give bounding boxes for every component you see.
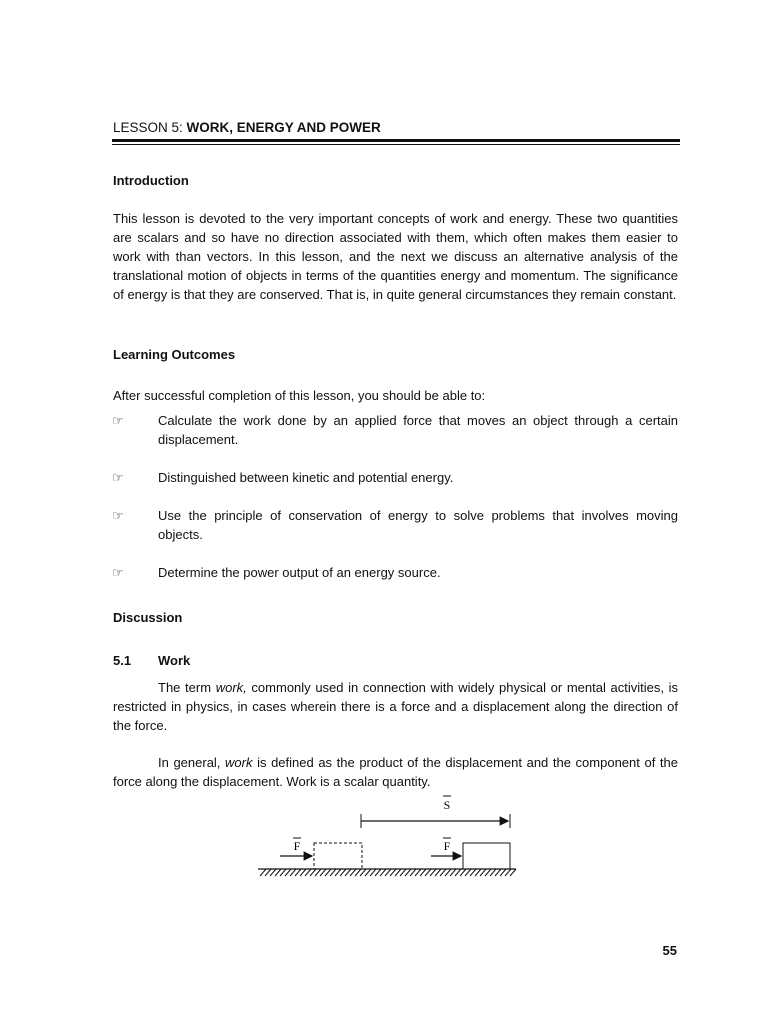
hatch-mark	[440, 869, 446, 876]
hatch-mark	[455, 869, 461, 876]
discussion-heading: Discussion	[113, 610, 183, 625]
hatch-mark	[435, 869, 441, 876]
para1-rest: commonly used in connection with widely physical or mental activities, is restricted in physics, in cases wherein there is a force and a displacement along the direction of the force.	[113, 680, 679, 733]
hatch-mark	[340, 869, 346, 876]
page-number: 55	[662, 943, 677, 958]
pointing-hand-icon: ☞	[112, 470, 124, 485]
outcome-item-3: Use the principle of conservation of energy to solve problems that involves moving objects.	[158, 508, 678, 542]
force-label-left: F	[293, 839, 301, 853]
hatch-mark	[390, 869, 396, 876]
outcomes-heading: Learning Outcomes	[113, 347, 236, 362]
hatch-mark	[345, 869, 351, 876]
hatch-mark	[460, 869, 466, 876]
hatch-mark	[465, 869, 471, 876]
para1-emphasis: work,	[215, 680, 247, 695]
hatch-mark	[430, 869, 436, 876]
hatch-mark	[320, 869, 326, 876]
lesson-prefix: LESSON 5:	[113, 120, 187, 135]
section-title: Work	[158, 653, 191, 668]
para2-start: In general,	[158, 755, 226, 770]
hatch-mark	[375, 869, 381, 876]
pointing-hand-icon: ☞	[112, 508, 124, 523]
hatch-mark	[490, 869, 496, 876]
hatch-mark	[485, 869, 491, 876]
hatch-mark	[450, 869, 456, 876]
para2-emphasis: work	[225, 755, 253, 770]
hatch-mark	[335, 869, 341, 876]
hatch-mark	[425, 869, 431, 876]
hatch-mark	[295, 869, 301, 876]
work-diagram	[250, 792, 520, 882]
introduction-heading: Introduction	[113, 173, 189, 188]
introduction-body: This lesson is devoted to the very important concepts of work and energy. These two quantities are scalars and so have no direction associated with them, which often makes them easier to work with than vectors. In this lesson, and the next we discuss an alternative analysis of the translational motion of objects in terms of the quantities energy and momentum. The significance of energy is that they are conserved. That is, in quite general circumstances they remain constant.	[113, 211, 678, 302]
force-label-right: F	[443, 839, 451, 853]
hatch-mark	[475, 869, 481, 876]
hatch-mark	[325, 869, 331, 876]
hatch-mark	[500, 869, 506, 876]
lesson-title	[113, 120, 381, 135]
block-final-position	[463, 843, 510, 869]
hatch-mark	[280, 869, 286, 876]
outcome-item-4: Determine the power output of an energy source.	[158, 565, 441, 580]
pointing-hand-icon: ☞	[112, 413, 124, 428]
hatch-mark	[290, 869, 296, 876]
hatch-mark	[495, 869, 501, 876]
hatch-mark	[355, 869, 361, 876]
hatch-mark	[380, 869, 386, 876]
block-initial-position	[314, 843, 362, 869]
hatch-mark	[400, 869, 406, 876]
hatch-mark	[305, 869, 311, 876]
displacement-label: S	[443, 798, 451, 812]
work-paragraph-1	[113, 678, 678, 735]
hatch-mark	[420, 869, 426, 876]
hatch-mark	[360, 869, 366, 876]
work-paragraph-2	[113, 753, 678, 791]
hatch-mark	[350, 869, 356, 876]
hatch-mark	[395, 869, 401, 876]
hatch-mark	[275, 869, 281, 876]
hatch-mark	[510, 869, 516, 876]
hatch-mark	[370, 869, 376, 876]
para1-start: The term	[158, 680, 216, 695]
title-rule-thick	[112, 139, 680, 142]
hatch-mark	[410, 869, 416, 876]
ground-hatching	[260, 869, 516, 876]
hatch-mark	[405, 869, 411, 876]
hatch-mark	[270, 869, 276, 876]
section-number: 5.1	[113, 653, 132, 668]
outcomes-lead: After successful completion of this lesson, you should be able to:	[113, 388, 486, 403]
hatch-mark	[285, 869, 291, 876]
hatch-mark	[315, 869, 321, 876]
outcome-item-2: Distinguished between kinetic and potential energy.	[158, 470, 454, 485]
hatch-mark	[365, 869, 371, 876]
title-rule-thin	[112, 144, 680, 145]
outcome-item-1: Calculate the work done by an applied force that moves an object through a certain displacement.	[158, 413, 678, 447]
hatch-mark	[310, 869, 316, 876]
hatch-mark	[480, 869, 486, 876]
hatch-mark	[300, 869, 306, 876]
hatch-mark	[470, 869, 476, 876]
hatch-mark	[385, 869, 391, 876]
hatch-mark	[265, 869, 271, 876]
lesson-name: WORK, ENERGY AND POWER	[186, 120, 381, 135]
hatch-mark	[415, 869, 421, 876]
para2-rest: is defined as the product of the displacement and the component of the force along the displacement. Work is a scalar quantity.	[113, 755, 678, 789]
hatch-mark	[260, 869, 266, 876]
hatch-mark	[445, 869, 451, 876]
pointing-hand-icon: ☞	[112, 565, 124, 580]
hatch-mark	[505, 869, 511, 876]
hatch-mark	[330, 869, 336, 876]
